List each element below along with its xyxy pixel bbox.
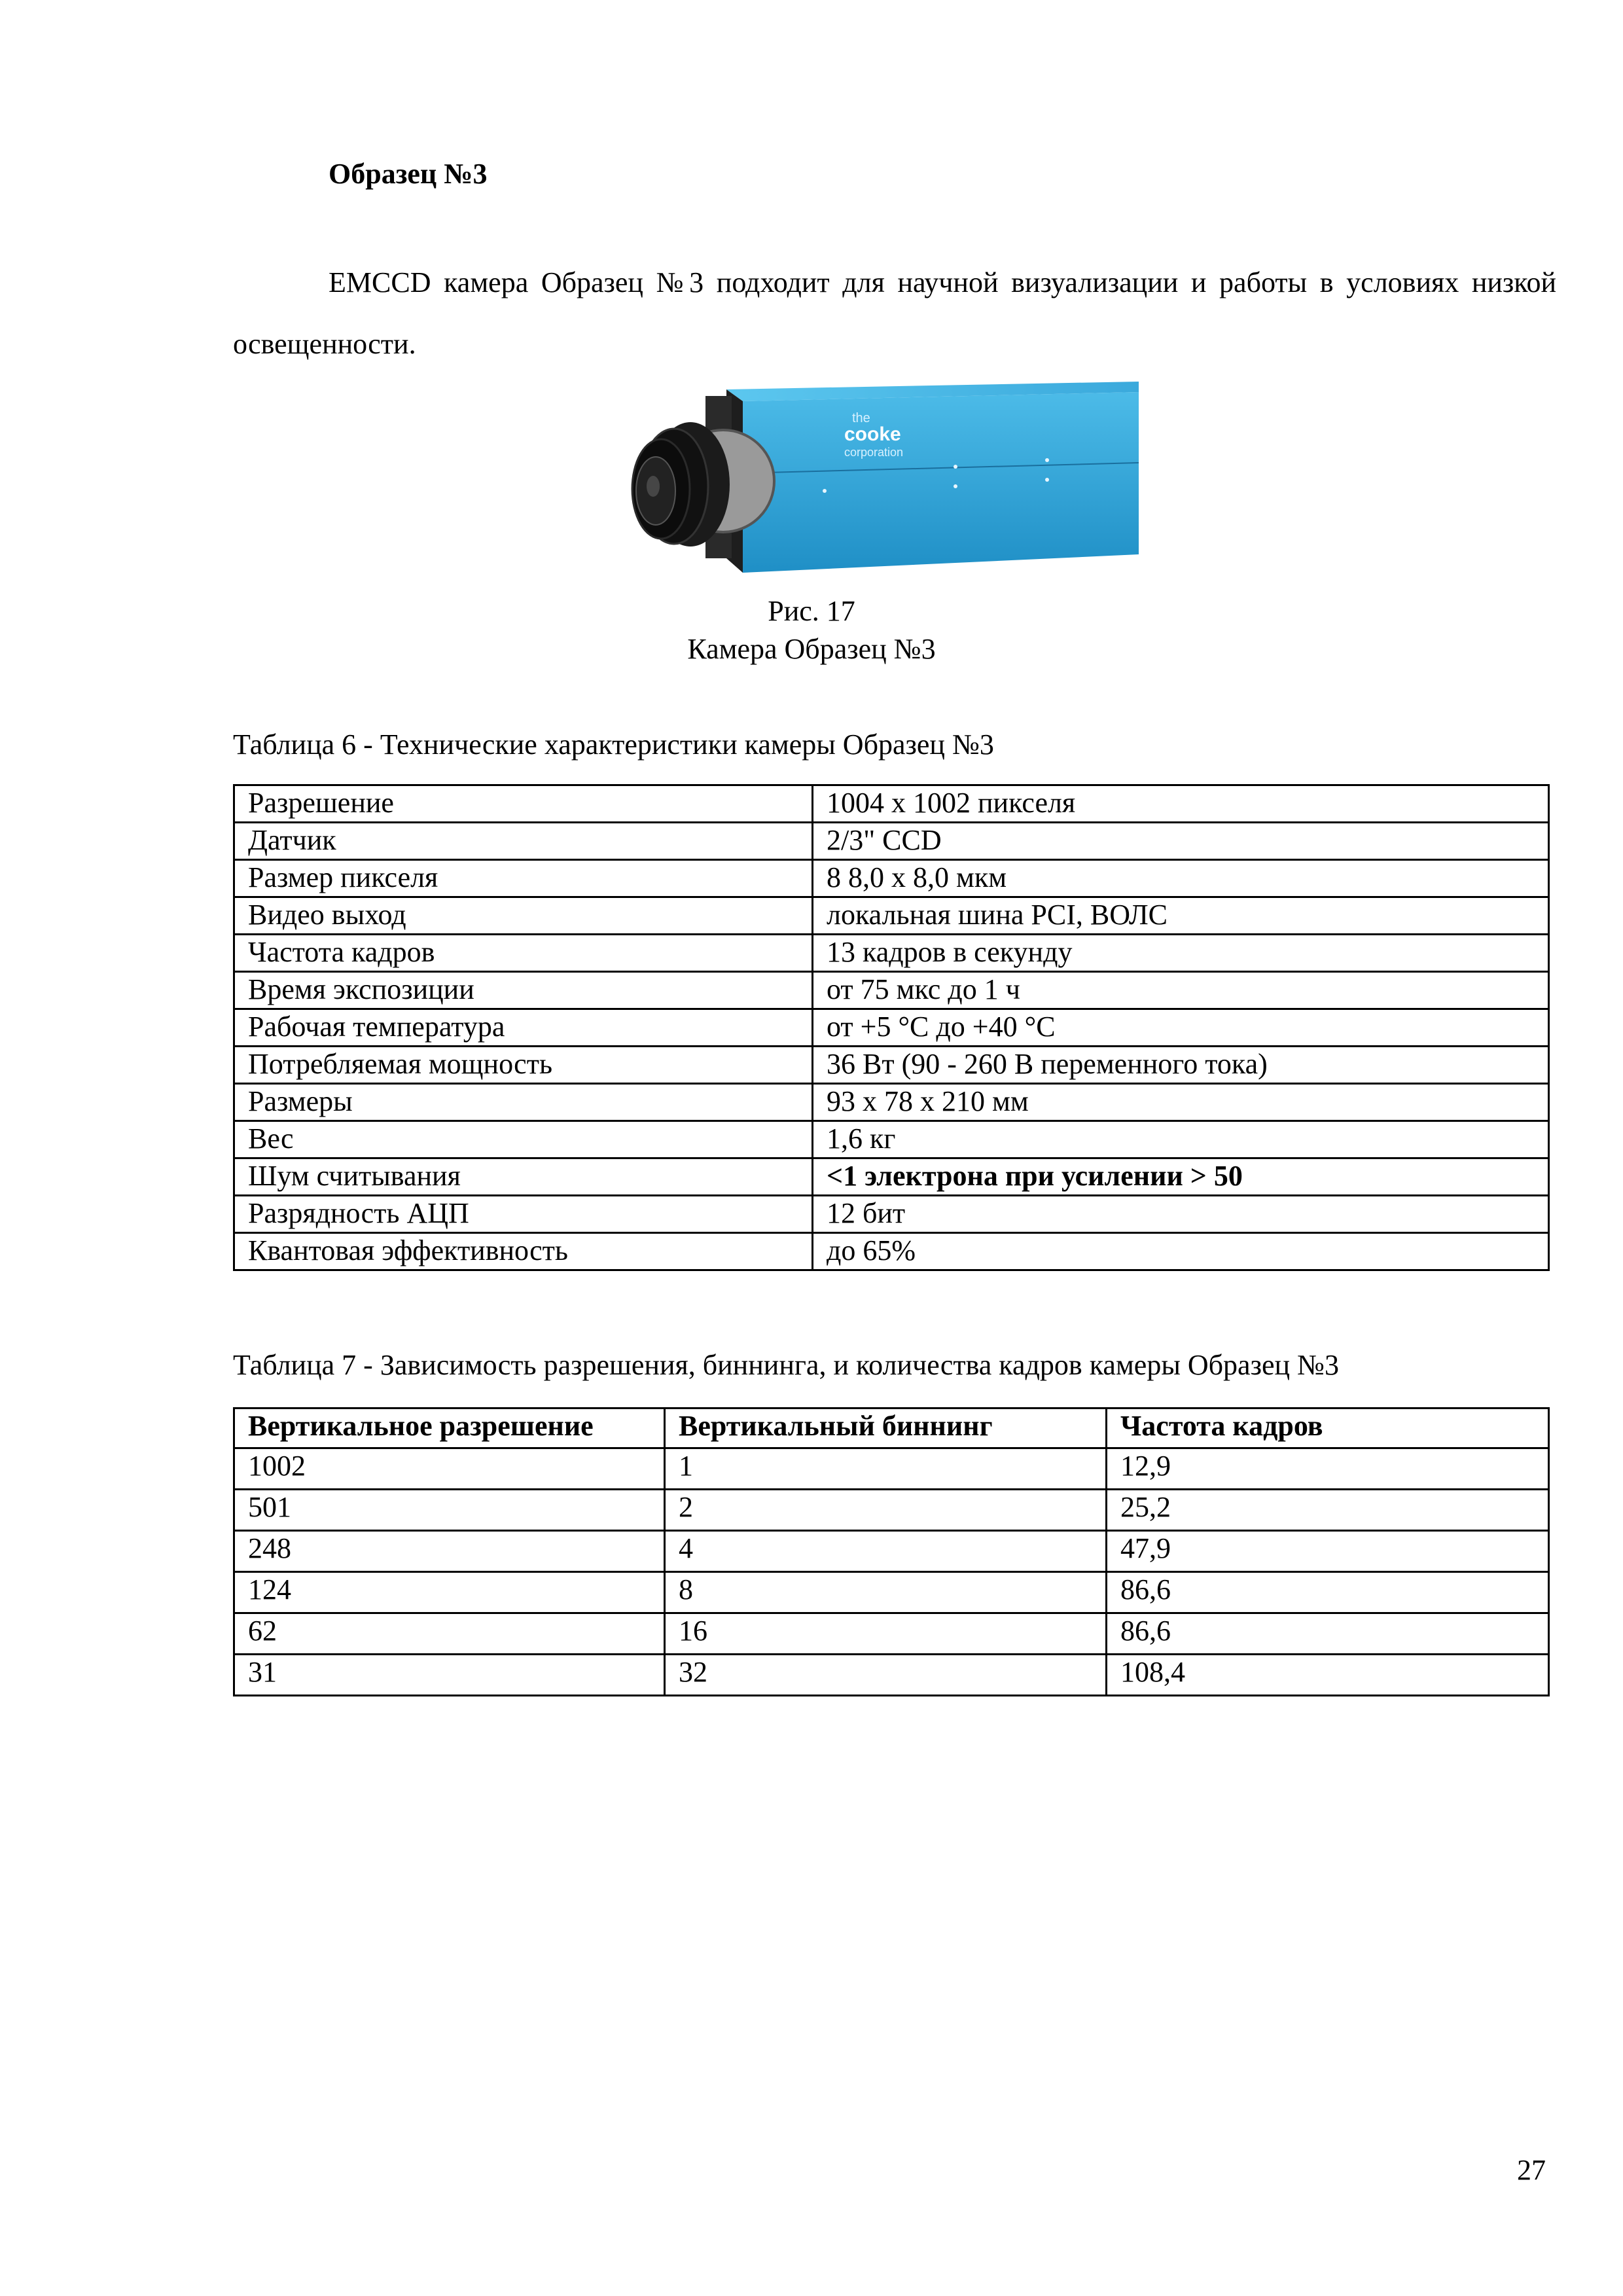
spec-value: локальная шина PCI, ВОЛС xyxy=(813,897,1549,935)
table-row xyxy=(234,935,1549,972)
cell-vertical-binning: 32 xyxy=(665,1655,1107,1696)
spec-value: 2/3" CCD xyxy=(813,823,1549,860)
spec-param: Рабочая температура xyxy=(234,1009,813,1047)
spec-param: Квантовая эффективность xyxy=(234,1233,813,1270)
spec-param: Время экспозиции xyxy=(234,972,813,1009)
table-row xyxy=(234,897,1549,935)
cell-frame-rate: 47,9 xyxy=(1107,1531,1549,1572)
table-row xyxy=(234,1531,1549,1572)
spec-param: Размеры xyxy=(234,1084,813,1121)
cell-vertical-binning: 1 xyxy=(665,1448,1107,1490)
table-row xyxy=(234,1084,1549,1121)
binning-table xyxy=(233,1407,1550,1696)
cell-vertical-resolution: 62 xyxy=(234,1613,665,1655)
spec-value: 93 x 78 x 210 мм xyxy=(813,1084,1549,1121)
cell-vertical-binning: 4 xyxy=(665,1531,1107,1572)
spec-param: Частота кадров xyxy=(234,935,813,972)
spec-value: 36 Вт (90 - 260 В переменного тока) xyxy=(813,1047,1549,1084)
cell-frame-rate: 25,2 xyxy=(1107,1490,1549,1531)
figure-caption-title: Камера Образец №3 xyxy=(687,633,936,665)
brand-cooke-text: cooke xyxy=(844,423,901,445)
table-row xyxy=(234,1448,1549,1490)
table-row xyxy=(234,1655,1549,1696)
camera-figure xyxy=(628,376,1145,602)
header-vertical-binning: Вертикальный биннинг xyxy=(665,1408,1107,1448)
intro-paragraph: EMCCD камера Образец №3 подходит для научной визуализации и работы в условиях низкой освещенности. xyxy=(233,266,1556,360)
spec-value: 13 кадров в секунду xyxy=(813,935,1549,972)
header-vertical-resolution: Вертикальное разрешение xyxy=(234,1408,665,1448)
table7-caption: Таблица 7 - Зависимость разрешения, биннинга, и количества кадров камеры Образец №3 xyxy=(233,1349,1340,1381)
spec-param: Разрядность АЦП xyxy=(234,1196,813,1233)
cell-vertical-resolution: 501 xyxy=(234,1490,665,1531)
spec-value: до 65% xyxy=(813,1233,1549,1270)
cell-vertical-binning: 16 xyxy=(665,1613,1107,1655)
table6-caption: Таблица 6 - Технические характеристики камеры Образец №3 xyxy=(233,728,994,761)
spec-value: от 75 мкс до 1 ч xyxy=(813,972,1549,1009)
specs-table xyxy=(233,784,1550,1271)
spec-param: Разрешение xyxy=(234,785,813,823)
figure-caption-number: Рис. 17 xyxy=(768,595,855,627)
cell-vertical-binning: 2 xyxy=(665,1490,1107,1531)
section-heading: Образец №3 xyxy=(329,158,488,190)
table-row xyxy=(234,1158,1549,1196)
cell-frame-rate: 86,6 xyxy=(1107,1613,1549,1655)
spec-value: от +5 °С до +40 °С xyxy=(813,1009,1549,1047)
brand-the-text: the xyxy=(852,411,870,425)
spec-value: 8 8,0 x 8,0 мкм xyxy=(813,860,1549,897)
header-frame-rate: Частота кадров xyxy=(1107,1408,1549,1448)
cell-vertical-resolution: 124 xyxy=(234,1572,665,1613)
table-row xyxy=(234,1233,1549,1270)
cell-vertical-resolution: 1002 xyxy=(234,1448,665,1490)
camera-body-side xyxy=(743,392,1139,573)
table-row xyxy=(234,785,1549,823)
brand-corporation-text: corporation xyxy=(844,446,904,459)
table-row xyxy=(234,1490,1549,1531)
spec-param: Шум считывания xyxy=(234,1158,813,1196)
cell-frame-rate: 108,4 xyxy=(1107,1655,1549,1696)
cell-frame-rate: 12,9 xyxy=(1107,1448,1549,1490)
spec-value: <1 электрона при усилении > 50 xyxy=(813,1158,1549,1196)
cell-frame-rate: 86,6 xyxy=(1107,1572,1549,1613)
spec-param: Размер пикселя xyxy=(234,860,813,897)
spec-param: Вес xyxy=(234,1121,813,1158)
table-header-row xyxy=(234,1408,1549,1448)
table-row xyxy=(234,1047,1549,1084)
table-row xyxy=(234,972,1549,1009)
cell-vertical-resolution: 248 xyxy=(234,1531,665,1572)
page-number: 27 xyxy=(1517,2154,1546,2186)
spec-param: Видео выход xyxy=(234,897,813,935)
table-row xyxy=(234,1613,1549,1655)
table-row xyxy=(234,823,1549,860)
table-row xyxy=(234,1572,1549,1613)
table-row xyxy=(234,860,1549,897)
table-row xyxy=(234,1196,1549,1233)
table-row xyxy=(234,1009,1549,1047)
table-row xyxy=(234,1121,1549,1158)
spec-param: Потребляемая мощность xyxy=(234,1047,813,1084)
spec-param: Датчик xyxy=(234,823,813,860)
spec-value: 1004 x 1002 пикселя xyxy=(813,785,1549,823)
spec-value: 1,6 кг xyxy=(813,1121,1549,1158)
spec-value: 12 бит xyxy=(813,1196,1549,1233)
cell-vertical-binning: 8 xyxy=(665,1572,1107,1613)
cell-vertical-resolution: 31 xyxy=(234,1655,665,1696)
